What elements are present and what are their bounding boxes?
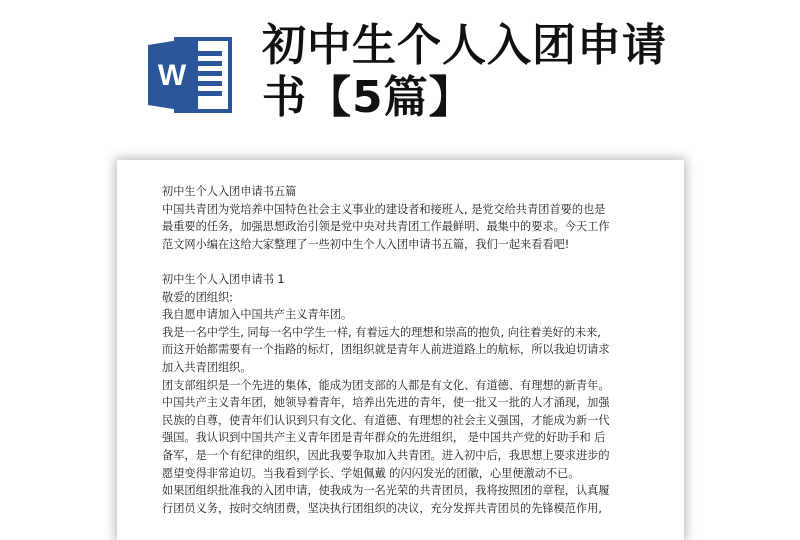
document-page [117,160,684,540]
page-title-line-1: 初中生个人入团申请 [262,20,667,71]
document-line: 备军，是一个有纪律的组织，因此我要争取加入共青团。进入初中后，我思想上要求进步的 [162,448,610,462]
document-line: 最重要的任务，加强思想政治引领是党中央对共青团工作最鲜明、最集中的要求。今天工作 [162,220,610,234]
document-line: 敬爱的团组织: [162,290,233,304]
document-line: 加入共青团组织。 [162,360,252,374]
document-line: 我自愿申请加入中国共产主义青年团。 [162,308,353,322]
document-line: 中国共青团为党培养中国特色社会主义事业的建设者和接班人, 是党交给共青团首要的也是 [162,202,606,216]
blank-line [162,253,642,271]
document-line: 愿望变得非常迫切。当我看到学长、学姐佩戴 的闪闪发光的团徽，心里便激动不已。 [162,466,580,480]
document-line: 初中生个人入团申请书五篇 [162,185,297,198]
document-line: 我是一名中学生, 同每一名中学生一样, 有着远大的理想和崇高的抱负, 向往着美好的未来, [162,325,601,339]
document-line: 初中生个人入团申请书 1 [162,272,285,286]
document-body [162,183,642,517]
document-line: 范文网小编在这给大家整理了一些初中生个人入团申请书五篇，我们一起来看看吧! [162,237,570,251]
page-title-line-2: 书【5篇】 [262,72,474,123]
word-document-icon [148,33,234,117]
document-line: 中国共产主义青年团，她领导着青年，培养出先进的青年，使一批又一批的人才涌现，加强 [162,396,610,410]
word-icon-letter: W [157,59,187,92]
document-line: 团支部组织是一个先进的集体，能成为团支部的人都是有文化、有道德、有理想的新青年。 [162,378,610,392]
document-line: 强国。我认识到中国共产主义青年团是青年群众的先进组织， 是中国共产党的好助手和 后 [162,431,606,445]
header [0,0,800,150]
page-title [262,20,742,124]
document-line: 行团员义务，按时交纳团费，坚决执行团组织的决议，充分发挥共青团员的先锋模范作用, [162,501,602,515]
document-line: 而这开始都需要有一个指路的标灯，团组织就是青年人前进道路上的航标，所以我迫切请求 [162,343,610,357]
document-line: 如果团组织批准我的入团申请，使我成为一名光荣的共青团员，我将按照团的章程，认真履 [162,484,610,498]
document-line: 民族的自尊，使青年们认识到只有文化、有道德、有理想的社会主义强国，才能成为新一代 [162,413,610,427]
